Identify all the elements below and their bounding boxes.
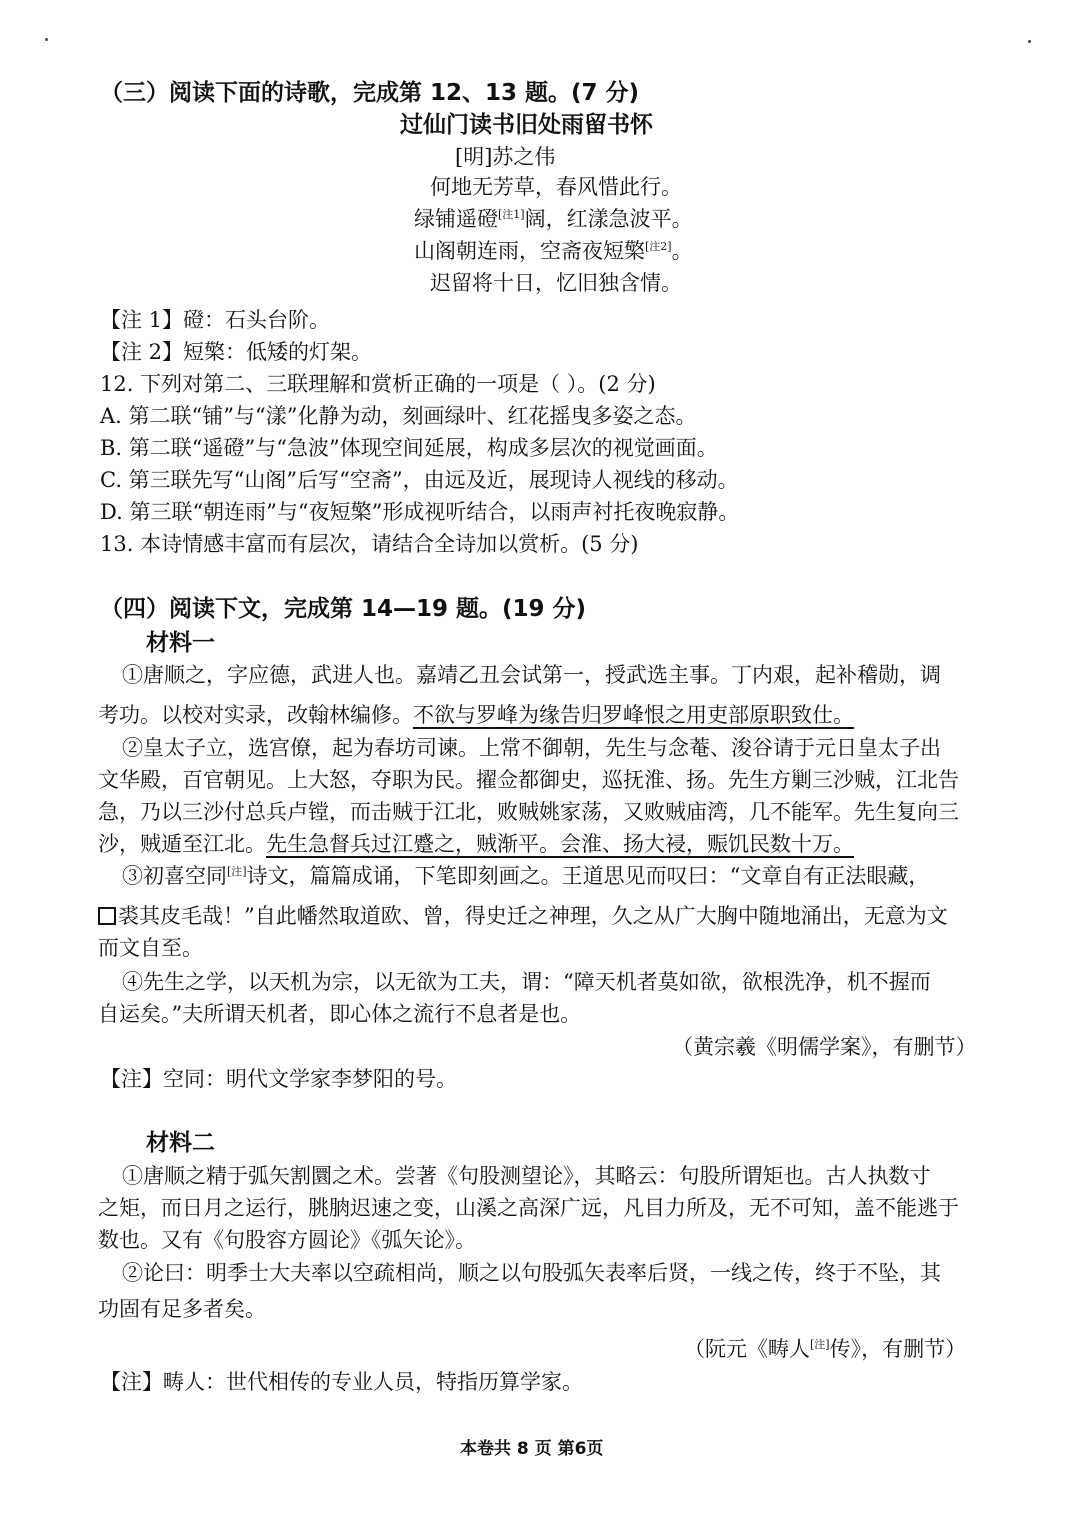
poem-note-1: 【注 1】磴：石头台阶。 (100, 308, 331, 332)
poem-line-4: 迟留将十日，忆旧独含情。 (430, 271, 682, 295)
m1-note: 【注】空同：明代文学家李梦阳的号。 (100, 1067, 457, 1091)
material2-title: 材料二 (146, 1130, 215, 1156)
note-marker: [注2] (645, 240, 672, 253)
m1-source: （黄宗羲《明儒学案》，有删节） (672, 1035, 977, 1059)
scan-speck (1028, 40, 1031, 43)
q12-option-d: D. 第三联“朝连雨”与“夜短檠”形成视听结合，以雨声衬托夜晚寂静。 (100, 500, 740, 524)
m1-p3-line1: ③初喜空同[注]诗文，篇篇成诵，下笔即刻画之。王道思见而叹曰：“文章自有正法眼藏， (122, 864, 930, 888)
poem-line-3: 山阁朝连雨，空斋夜短檠[注2]。 (414, 239, 693, 263)
m2-source: （阮元《畴人[注]传》，有删节） (684, 1337, 967, 1361)
poem-title: 过仙门读书旧处雨留书怀 (400, 112, 653, 138)
m2-p1-line3: 数也。又有《句股容方圆论》《弧矢论》。 (98, 1228, 476, 1252)
section3-heading: （三）阅读下面的诗歌，完成第 12、13 题。(7 分) (100, 80, 640, 106)
poem-note-2: 【注 2】短檠：低矮的灯架。 (100, 340, 373, 364)
m2-p1-line2: 之矩，而日月之运行，朓朒迟速之变，山溪之高深广远，凡目力所及，无不可知，盖不能逃于 (98, 1196, 959, 1220)
poem-line-2: 绿铺遥磴[注1]阔，红漾急波平。 (414, 207, 693, 231)
note-marker: [注] (810, 1338, 830, 1351)
question-12: 12. 下列对第二、三联理解和赏析正确的一项是（ ）。(2 分) (100, 372, 656, 396)
m1-p3-line3: 而文自至。 (98, 936, 203, 960)
m1-p4-line2: 自运矣。”夫所谓天机者，即心体之流行不息者是也。 (98, 1002, 582, 1026)
underlined-sentence: 先生急督兵过江蹙之，贼渐平。会淮、扬大祲，赈饥民数十万。 (266, 832, 854, 856)
m2-p1-line1: ①唐顺之精于弧矢割圜之术。尝著《句股测望论》，其略云：句股所谓矩也。古人执数寸 (122, 1164, 931, 1188)
m1-p2-line4: 沙，贼遁至江北。先生急督兵过江蹙之，贼渐平。会淮、扬大祲，赈饥民数十万。 (98, 832, 854, 856)
m1-p2-line3: 急，乃以三沙付总兵卢镗，而击贼于江北，败贼姚家荡，又败贼庙湾，几不能军。先生复向三 (98, 800, 959, 824)
q12-option-b: B. 第二联“遥磴”与“急波”体现空间延展，构成多层次的视觉画面。 (100, 436, 718, 460)
material1-title: 材料一 (146, 630, 215, 656)
underlined-sentence: 不欲与罗峰为缘告归罗峰恨之用吏部原职致仕。 (413, 703, 854, 727)
poem-line-1: 何地无芳草，春风惜此行。 (430, 175, 682, 199)
poem-author: [明]苏之伟 (455, 145, 556, 169)
m1-p1-line1: ①唐顺之，字应德，武进人也。嘉靖乙丑会试第一，授武选主事。丁内艰，起补稽勋，调 (122, 663, 941, 687)
m2-note: 【注】畴人：世代相传的专业人员，特指历算学家。 (100, 1370, 583, 1394)
m1-p4-line1: ④先生之学，以天机为宗，以无欲为工夫，谓：“障天机者莫如欲，欲根洗净，机不握而 (122, 970, 931, 994)
m1-p2-line2: 文华殿，百官朝见。上大怒，夺职为民。擢佥都御史，巡抚淮、扬。先生方剿三沙贼，江北告 (98, 768, 959, 792)
question-13: 13. 本诗情感丰富而有层次，请结合全诗加以赏析。(5 分) (100, 532, 639, 556)
m2-p2-line1: ②论曰：明季士大夫率以空疏相尚，顺之以句股弧矢表率后贤，一线之传，终于不坠，其 (122, 1261, 941, 1285)
q12-option-c: C. 第三联先写“山阁”后写“空斋”，由远及近，展现诗人视线的移动。 (100, 468, 739, 492)
m1-p1-line2: 考功。以校对实录，改翰林编修。不欲与罗峰为缘告归罗峰恨之用吏部原职致仕。 (98, 703, 854, 727)
page-footer: 本卷共 8 页 第6页 (460, 1439, 604, 1459)
note-marker: [注1] (498, 208, 525, 221)
blank-box (98, 907, 116, 925)
m2-p2-line2: 功固有足多者矣。 (98, 1297, 266, 1321)
m1-p2-line1: ②皇太子立，选宫僚，起为春坊司谏。上常不御朝，先生与念菴、浚谷请于元日皇太子出 (122, 736, 941, 760)
section4-heading: （四）阅读下文，完成第 14—19 题。(19 分) (100, 596, 587, 622)
q12-option-a: A. 第二联“铺”与“漾”化静为动，刻画绿叶、红花摇曳多姿之态。 (100, 404, 697, 428)
m1-p3-line2: 裘其皮毛哉！”自此幡然取道欧、曾，得史迁之神理，久之从广大胸中随地涌出，无意为文 (98, 901, 948, 931)
scan-speck (45, 38, 48, 41)
note-marker: [注] (227, 865, 247, 878)
